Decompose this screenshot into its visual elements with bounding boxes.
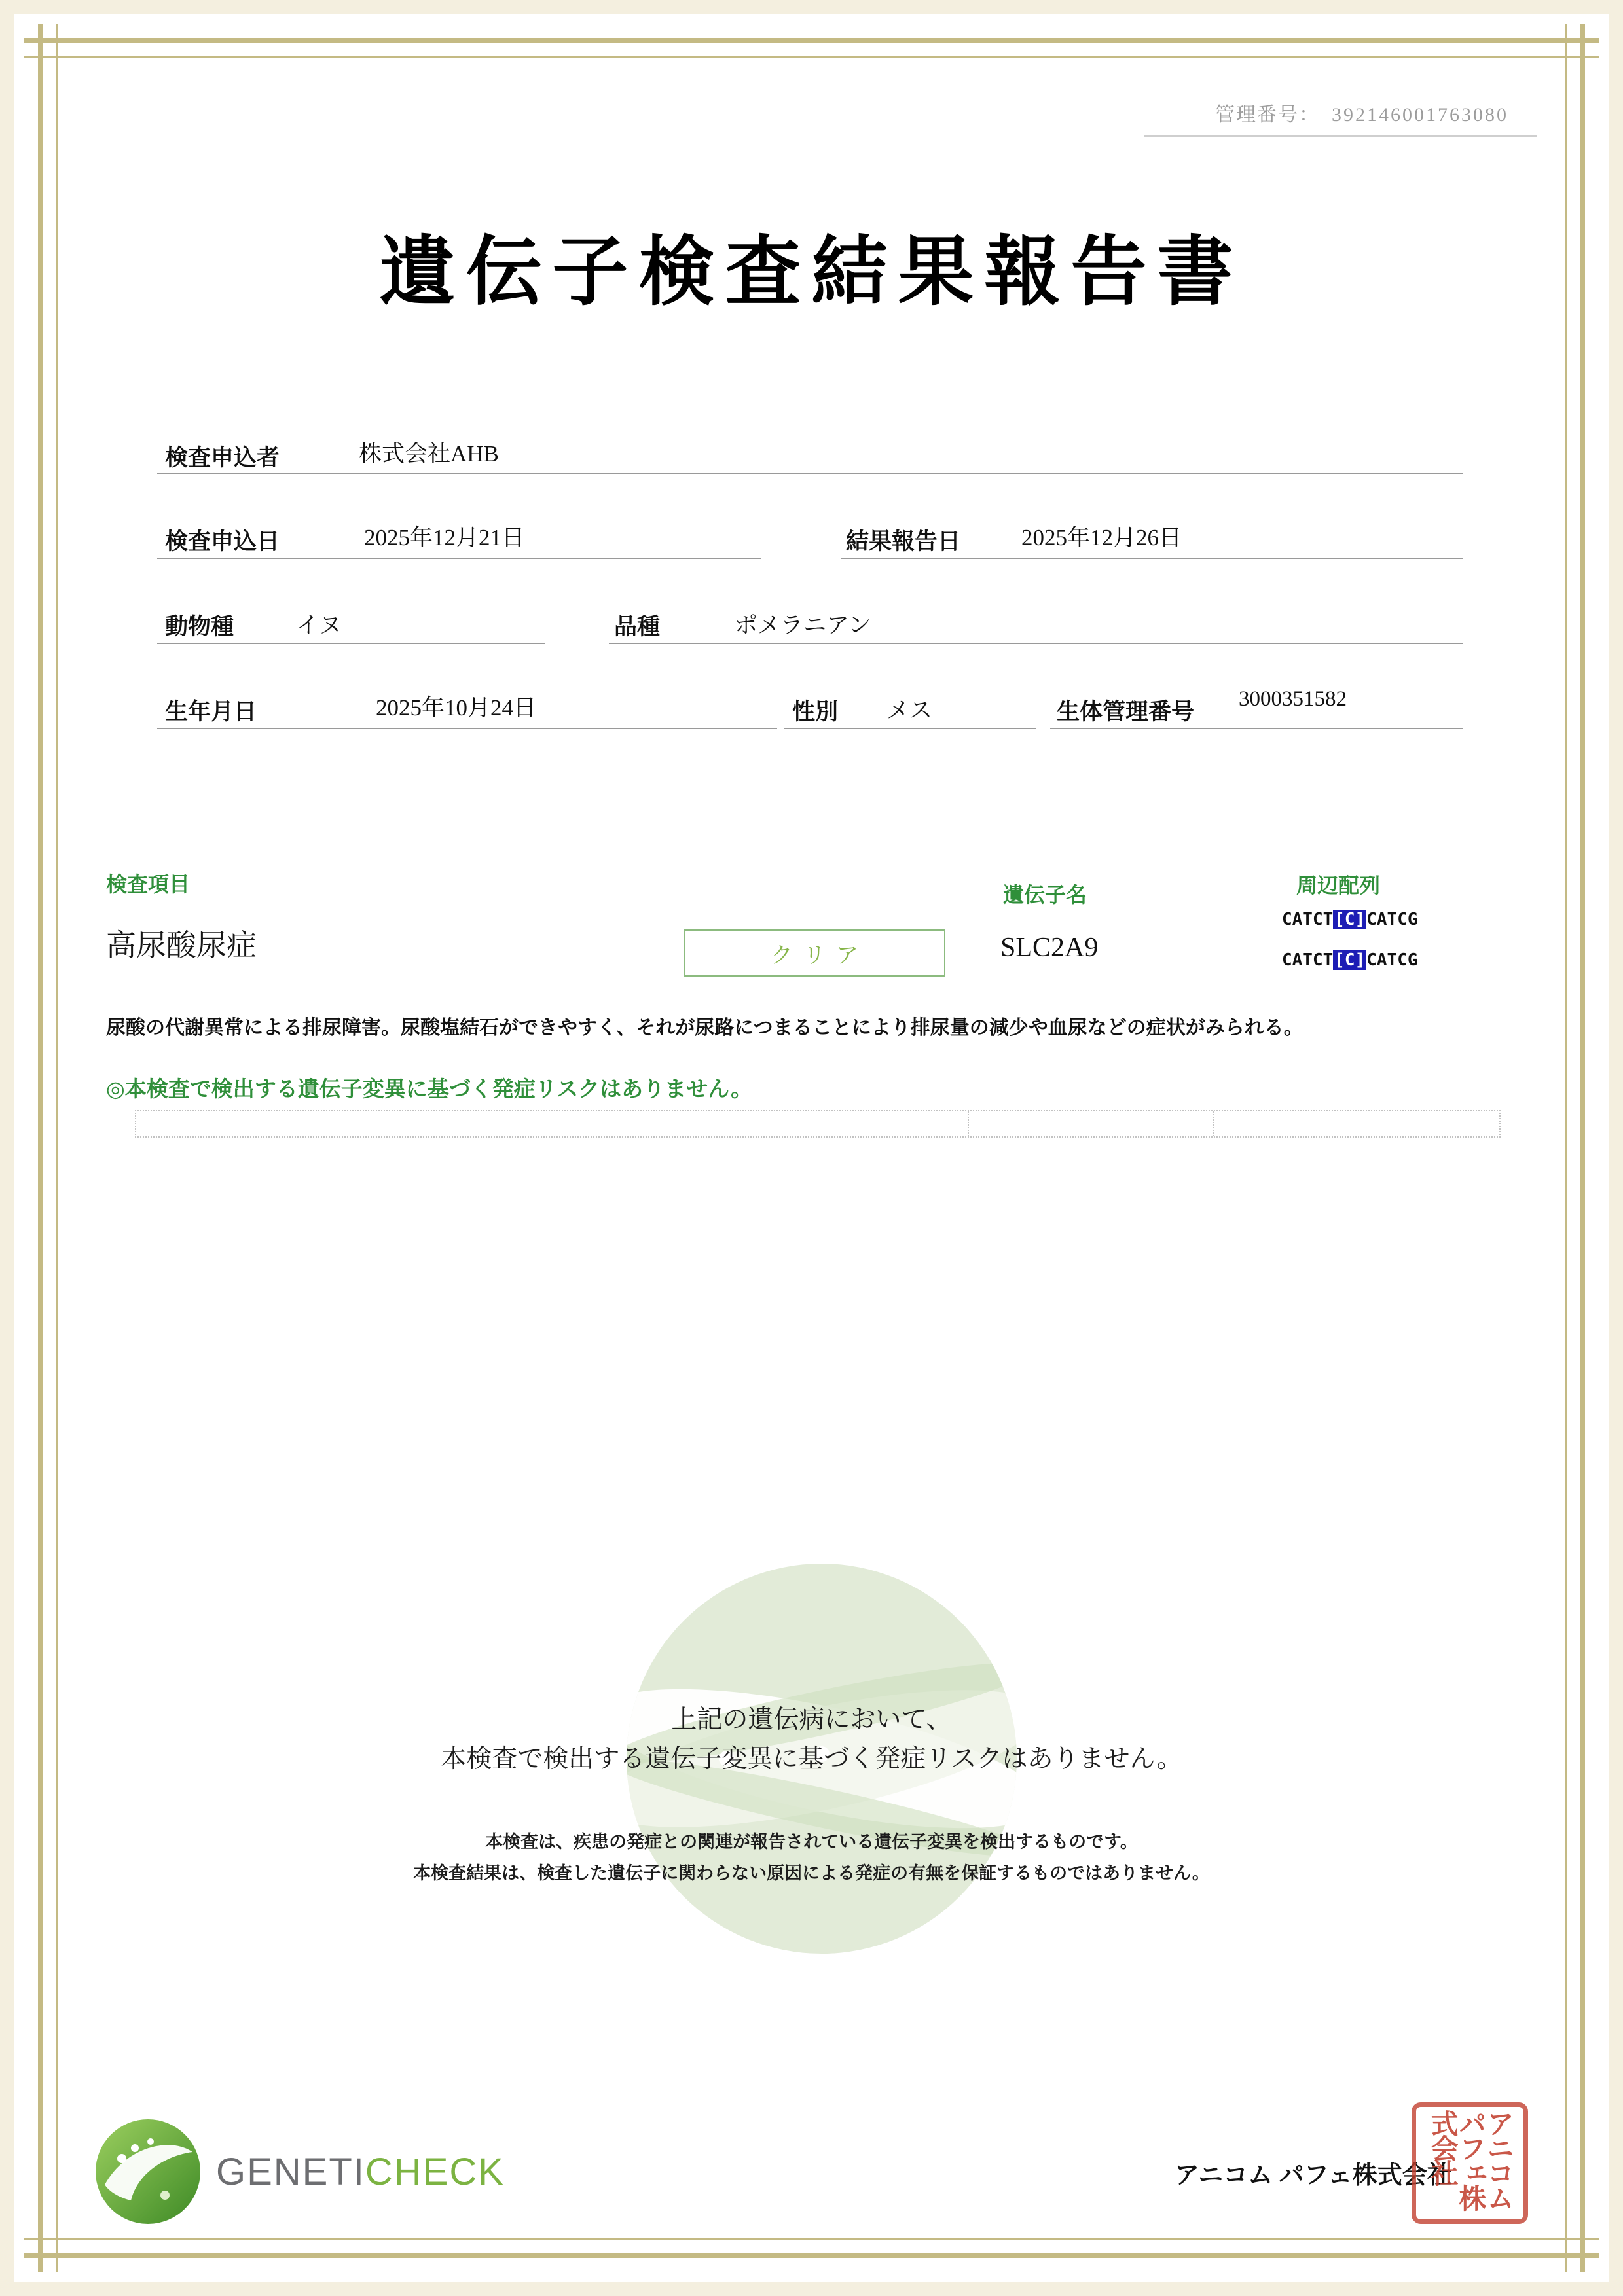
frame-line — [1565, 24, 1567, 2272]
disease-name: 高尿酸尿症 — [106, 929, 257, 962]
logo-text-geneti: GENETI — [216, 2150, 365, 2193]
birth-date-label: 生年月日 — [165, 699, 257, 725]
frame-line — [24, 56, 1599, 58]
field-underline — [784, 728, 1036, 729]
sequence-line-2 — [1282, 950, 1418, 970]
result-status-badge: クリア — [684, 929, 945, 977]
geneticheck-logo-icon — [93, 2117, 203, 2227]
disease-description: 尿酸の代謝異常による排尿障害。尿酸塩結石ができやすく、それが尿路につまることにより排尿量の減少や血尿などの症状がみられる。 — [106, 1017, 1304, 1039]
sequence-header: 周辺配列 — [1296, 874, 1381, 897]
frame-line — [56, 24, 58, 2272]
field-underline — [157, 558, 761, 559]
field-underline — [841, 558, 1463, 559]
summary-note-1: 本検査は、疾患の発症との関連が報告されている遺伝子変異を検出するものです。 — [485, 1832, 1138, 1852]
management-number-value: 392146001763080 — [1332, 104, 1508, 126]
applicant-label: 検査申込者 — [165, 445, 280, 471]
field-underline — [157, 728, 777, 729]
sequence-pre: CATCT — [1282, 950, 1334, 970]
dotted-divider — [1213, 1111, 1214, 1136]
company-seal — [1412, 2102, 1528, 2224]
breed-label: 品種 — [614, 614, 661, 639]
company-name: アニコム パフェ株式会社 — [1175, 2162, 1452, 2189]
apply-date-value: 2025年12月21日 — [364, 525, 525, 550]
dotted-divider — [968, 1111, 969, 1136]
company-seal-text: アニコムパフェ株式会社 — [1427, 2109, 1514, 2209]
allele-highlight: [C] — [1334, 910, 1366, 929]
empty-result-row — [135, 1110, 1501, 1138]
management-number-underline — [1144, 135, 1537, 137]
management-number-label: 管理番号： — [1215, 104, 1320, 126]
frame-line — [1580, 24, 1585, 2272]
frame-line — [24, 2253, 1599, 2258]
field-underline — [609, 643, 1463, 644]
summary-note-2: 本検査結果は、検査した遺伝子に関わらない原因による発症の有無を保証するものではありません。 — [413, 1863, 1210, 1883]
bio-id-value: 3000351582 — [1239, 687, 1347, 711]
field-underline — [157, 473, 1463, 474]
sequence-post: CATCG — [1366, 910, 1418, 929]
sequence-post: CATCG — [1366, 950, 1418, 970]
summary-line-2: 本検査で検出する遺伝子変異に基づく発症リスクはありません。 — [441, 1745, 1182, 1773]
geneticheck-logo-text — [216, 2150, 505, 2194]
birth-date-value: 2025年10月24日 — [376, 695, 537, 721]
logo-text-check: CHECK — [365, 2150, 505, 2193]
frame-line — [38, 24, 43, 2272]
gene-name-header: 遺伝子名 — [1003, 883, 1087, 906]
sequence-line-1 — [1282, 910, 1418, 929]
management-number — [1215, 98, 1508, 127]
page-title: 遺伝子検査結果報告書 — [379, 231, 1244, 315]
field-underline — [1050, 728, 1463, 729]
field-underline — [157, 643, 545, 644]
summary-line-1: 上記の遺伝病において、 — [671, 1706, 952, 1734]
species-label: 動物種 — [165, 614, 234, 639]
report-date-value: 2025年12月26日 — [1021, 525, 1182, 550]
bio-id-label: 生体管理番号 — [1057, 699, 1195, 725]
geneticheck-logo — [93, 2117, 505, 2227]
gene-name-value: SLC2A9 — [1000, 933, 1099, 963]
apply-date-label: 検査申込日 — [165, 529, 280, 554]
sequence-pre: CATCT — [1282, 910, 1334, 929]
sex-value: メス — [886, 698, 933, 723]
species-value: イヌ — [296, 613, 342, 638]
frame-line — [24, 38, 1599, 43]
risk-note: ◎本検査で検出する遺伝子変異に基づく発症リスクはありません。 — [106, 1078, 753, 1102]
allele-highlight: [C] — [1334, 950, 1366, 970]
breed-value: ポメラニアン — [735, 613, 871, 638]
test-item-header: 検査項目 — [106, 872, 191, 896]
sex-label: 性別 — [792, 699, 839, 725]
report-date-label: 結果報告日 — [846, 529, 961, 554]
applicant-value: 株式会社AHB — [359, 441, 499, 467]
frame-line — [24, 2238, 1599, 2240]
